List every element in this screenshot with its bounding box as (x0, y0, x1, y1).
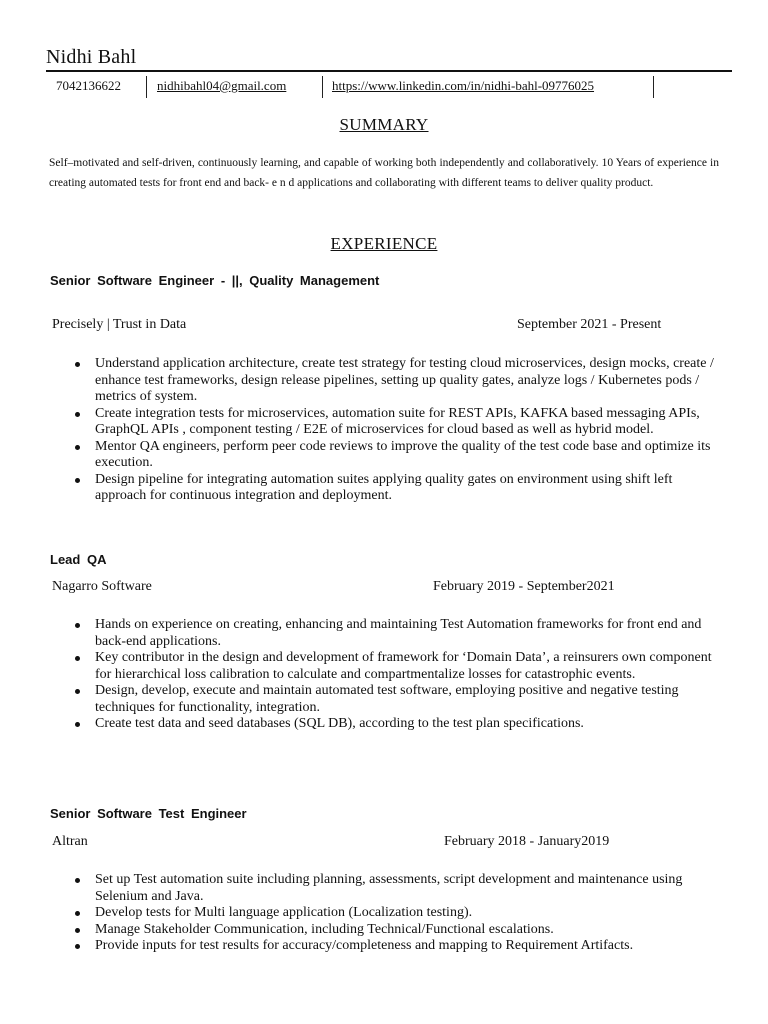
job-bullet-list (95, 872, 715, 955)
experience-heading: EXPERIENCE (330, 234, 438, 253)
email-link[interactable]: nidhibahl04@gmail.com (157, 78, 287, 93)
job-role: Senior Software Engineer - ||, Quality Management (50, 273, 380, 288)
job-company: Altran (52, 834, 88, 849)
contact-separator (322, 76, 323, 98)
job-bullet: Create integration tests for microservices, automation suite for REST APIs, KAFKA based messaging APIs, GraphQL APIs , component testing / E2E of microservices for cloud based as well as hybrid model. (95, 406, 715, 439)
job-dates: February 2018 - January2019 (444, 834, 610, 849)
job-bullet: Mentor QA engineers, perform peer code reviews to improve the quality of the test code base and optimize its execution. (95, 439, 715, 472)
job-bullet: Develop tests for Multi language application (Localization testing). (95, 905, 715, 922)
job-bullet-list (95, 356, 715, 505)
summary-text: Self–motivated and self-driven, continuously learning, and capable of working both independently and collaboratively. 10 Years of experience in creating automated tests for front end and back- e n d applications and collaborating with different teams to deliver quality product. (49, 157, 719, 189)
job-dates: February 2019 - September2021 (433, 579, 615, 594)
job-role: Lead QA (50, 552, 107, 567)
job-dates: September 2021 - Present (517, 317, 662, 332)
job-company: Precisely | Trust in Data (52, 317, 187, 332)
job-bullet: Set up Test automation suite including planning, assessments, script development and maintenance using Selenium and Java. (95, 872, 715, 905)
job-bullet: Provide inputs for test results for accuracy/completeness and mapping to Requirement Artifacts. (95, 938, 715, 955)
contact-separator (146, 76, 147, 98)
header-divider (46, 70, 732, 72)
contact-separator (653, 76, 654, 98)
phone-number: 7042136622 (56, 78, 121, 93)
job-bullet: Create test data and seed databases (SQL DB), according to the test plan specifications. (95, 716, 715, 733)
job-bullet: Design, develop, execute and maintain automated test software, employing positive and negative testing techniques for functionality, integration. (95, 683, 715, 716)
job-bullet: Manage Stakeholder Communication, including Technical/Functional escalations. (95, 922, 715, 939)
job-bullet: Understand application architecture, create test strategy for testing cloud microservices, design mocks, create / enhance test frameworks, design release pipelines, setting up quality gates, analyze logs / Kubernetes pods / metrics of system. (95, 356, 714, 404)
job-bullet-list (95, 617, 715, 733)
job-bullet: Key contributor in the design and development of framework for ‘Domain Data’, a reinsurers own component for hierarchical loss calibration to calculate and compartmentalize losses for catastrophic events. (95, 650, 715, 683)
linkedin-link[interactable]: https://www.linkedin.com/in/nidhi-bahl-09776025 (332, 78, 595, 93)
candidate-name: Nidhi Bahl (46, 46, 137, 68)
summary-heading: SUMMARY (339, 115, 429, 134)
job-company: Nagarro Software (52, 579, 152, 594)
job-bullet: Hands on experience on creating, enhancing and maintaining Test Automation frameworks for front end and back-end applications. (95, 617, 715, 650)
job-bullet: Design pipeline for integrating automation suites applying quality gates on environment using shift left approach for continuous integration and deployment. (95, 472, 715, 505)
job-role: Senior Software Test Engineer (50, 806, 247, 821)
